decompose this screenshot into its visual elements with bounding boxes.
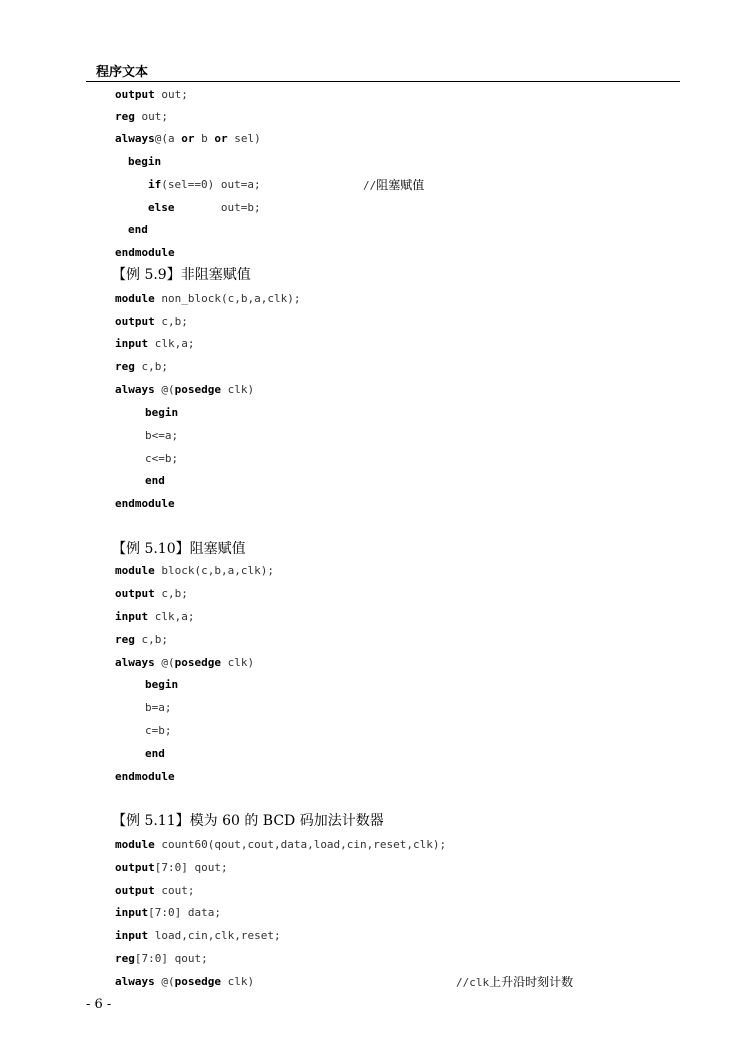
- code-line: b<=a;: [145, 429, 179, 442]
- code-keyword: end: [145, 747, 165, 760]
- code-keyword: reg: [115, 360, 135, 373]
- code-keyword: always: [115, 656, 155, 669]
- code-keyword: always: [115, 132, 155, 145]
- code-keyword: output: [115, 884, 155, 897]
- code-text: (sel==0) out=a;: [161, 178, 261, 191]
- code-line: [115, 337, 194, 351]
- code-text: clk): [220, 656, 255, 669]
- code-line: [115, 884, 195, 898]
- code-line: [115, 906, 221, 920]
- code-keyword: input: [115, 929, 149, 942]
- code-keyword: if: [148, 178, 162, 191]
- code-keyword: input: [115, 610, 149, 623]
- code-line: b=a;: [145, 701, 172, 714]
- page-number: - 6 -: [86, 997, 112, 1012]
- code-keyword: module: [115, 292, 155, 305]
- code-text: [7:0] qout;: [134, 952, 208, 965]
- code-text: block(c,b,a,clk);: [154, 564, 274, 577]
- code-text: [7:0] qout;: [154, 861, 228, 874]
- code-line: [115, 383, 254, 397]
- code-line: [145, 406, 178, 420]
- code-keyword: input: [115, 906, 149, 919]
- code-line: [115, 292, 300, 306]
- code-keyword: endmodule: [115, 497, 175, 510]
- code-line: [148, 201, 261, 215]
- code-line: [115, 610, 194, 624]
- code-keyword: posedge: [174, 656, 221, 669]
- code-text: @(: [154, 656, 175, 669]
- example-title: 【例 5.10】阻塞赋值: [112, 541, 246, 557]
- code-line: [115, 88, 188, 102]
- code-text: non_block(c,b,a,clk);: [154, 292, 301, 305]
- code-line: c=b;: [145, 724, 172, 737]
- code-text: c,b;: [134, 633, 168, 646]
- code-keyword: module: [115, 564, 155, 577]
- code-line: [145, 474, 165, 488]
- code-line: c<=b;: [145, 452, 179, 465]
- code-comment: [456, 975, 573, 990]
- code-line: [115, 132, 261, 146]
- code-comment: [363, 178, 424, 193]
- code-line: [115, 246, 175, 260]
- example-title: 【例 5.9】非阻塞赋值: [112, 267, 251, 283]
- code-text: out;: [134, 110, 168, 123]
- code-keyword: reg: [115, 110, 135, 123]
- code-line: [115, 770, 175, 784]
- code-line: [115, 315, 188, 329]
- code-text: b: [194, 132, 215, 145]
- code-keyword: reg: [115, 633, 135, 646]
- code-text: out;: [154, 88, 188, 101]
- code-line: [115, 952, 208, 966]
- example-title: 【例 5.11】模为 60 的 BCD 码加法计数器: [112, 813, 384, 829]
- code-keyword: or: [181, 132, 195, 145]
- code-keyword: input: [115, 337, 149, 350]
- code-keyword: always: [115, 383, 155, 396]
- code-keyword: always: [115, 975, 155, 988]
- code-text: @(: [154, 383, 175, 396]
- code-keyword: output: [115, 587, 155, 600]
- code-keyword: or: [214, 132, 228, 145]
- code-keyword: output: [115, 861, 155, 874]
- code-text: clk): [220, 975, 255, 988]
- code-keyword: begin: [128, 155, 162, 168]
- code-keyword: begin: [145, 678, 179, 691]
- code-text: cout;: [154, 884, 195, 897]
- code-keyword: module: [115, 838, 155, 851]
- header-rule: [86, 81, 680, 82]
- code-text: out=b;: [174, 201, 261, 214]
- code-line: [128, 155, 161, 169]
- code-text: clk,a;: [148, 337, 195, 350]
- code-line: [145, 678, 178, 692]
- code-text: @(: [154, 975, 175, 988]
- code-text: count60(qout,cout,data,load,cin,reset,clk);: [154, 838, 447, 851]
- code-line: [115, 497, 175, 511]
- code-keyword: endmodule: [115, 246, 175, 259]
- comment-prefix: //: [363, 179, 377, 192]
- code-line: [115, 587, 188, 601]
- code-text: sel): [227, 132, 261, 145]
- code-line: [115, 564, 274, 578]
- comment-text: 上升沿时刻计数: [489, 975, 574, 989]
- code-line: [115, 929, 281, 943]
- code-keyword: end: [128, 223, 148, 236]
- code-keyword: posedge: [174, 383, 221, 396]
- code-line: [148, 178, 261, 192]
- code-line: [115, 975, 254, 989]
- code-keyword: begin: [145, 406, 179, 419]
- code-text: c,b;: [134, 360, 168, 373]
- code-text: load,cin,clk,reset;: [148, 929, 281, 942]
- code-line: [115, 633, 168, 647]
- comment-prefix: //clk: [456, 976, 490, 989]
- code-keyword: output: [115, 315, 155, 328]
- code-line: [115, 838, 446, 852]
- code-keyword: end: [145, 474, 165, 487]
- code-keyword: else: [148, 201, 175, 214]
- comment-text: 阻塞赋值: [376, 178, 425, 192]
- code-line: [115, 110, 168, 124]
- code-text: c,b;: [154, 315, 188, 328]
- page-header-title: 程序文本: [96, 65, 149, 80]
- code-text: @(a: [154, 132, 182, 145]
- code-line: [115, 360, 168, 374]
- code-text: clk): [220, 383, 255, 396]
- code-text: [7:0] data;: [148, 906, 221, 919]
- code-keyword: endmodule: [115, 770, 175, 783]
- code-text: clk,a;: [148, 610, 195, 623]
- code-keyword: reg: [115, 952, 135, 965]
- code-line: [128, 223, 148, 237]
- code-line: [115, 656, 254, 670]
- code-text: c,b;: [154, 587, 188, 600]
- code-line: [145, 747, 165, 761]
- code-line: [115, 861, 228, 875]
- code-keyword: posedge: [174, 975, 221, 988]
- code-keyword: output: [115, 88, 155, 101]
